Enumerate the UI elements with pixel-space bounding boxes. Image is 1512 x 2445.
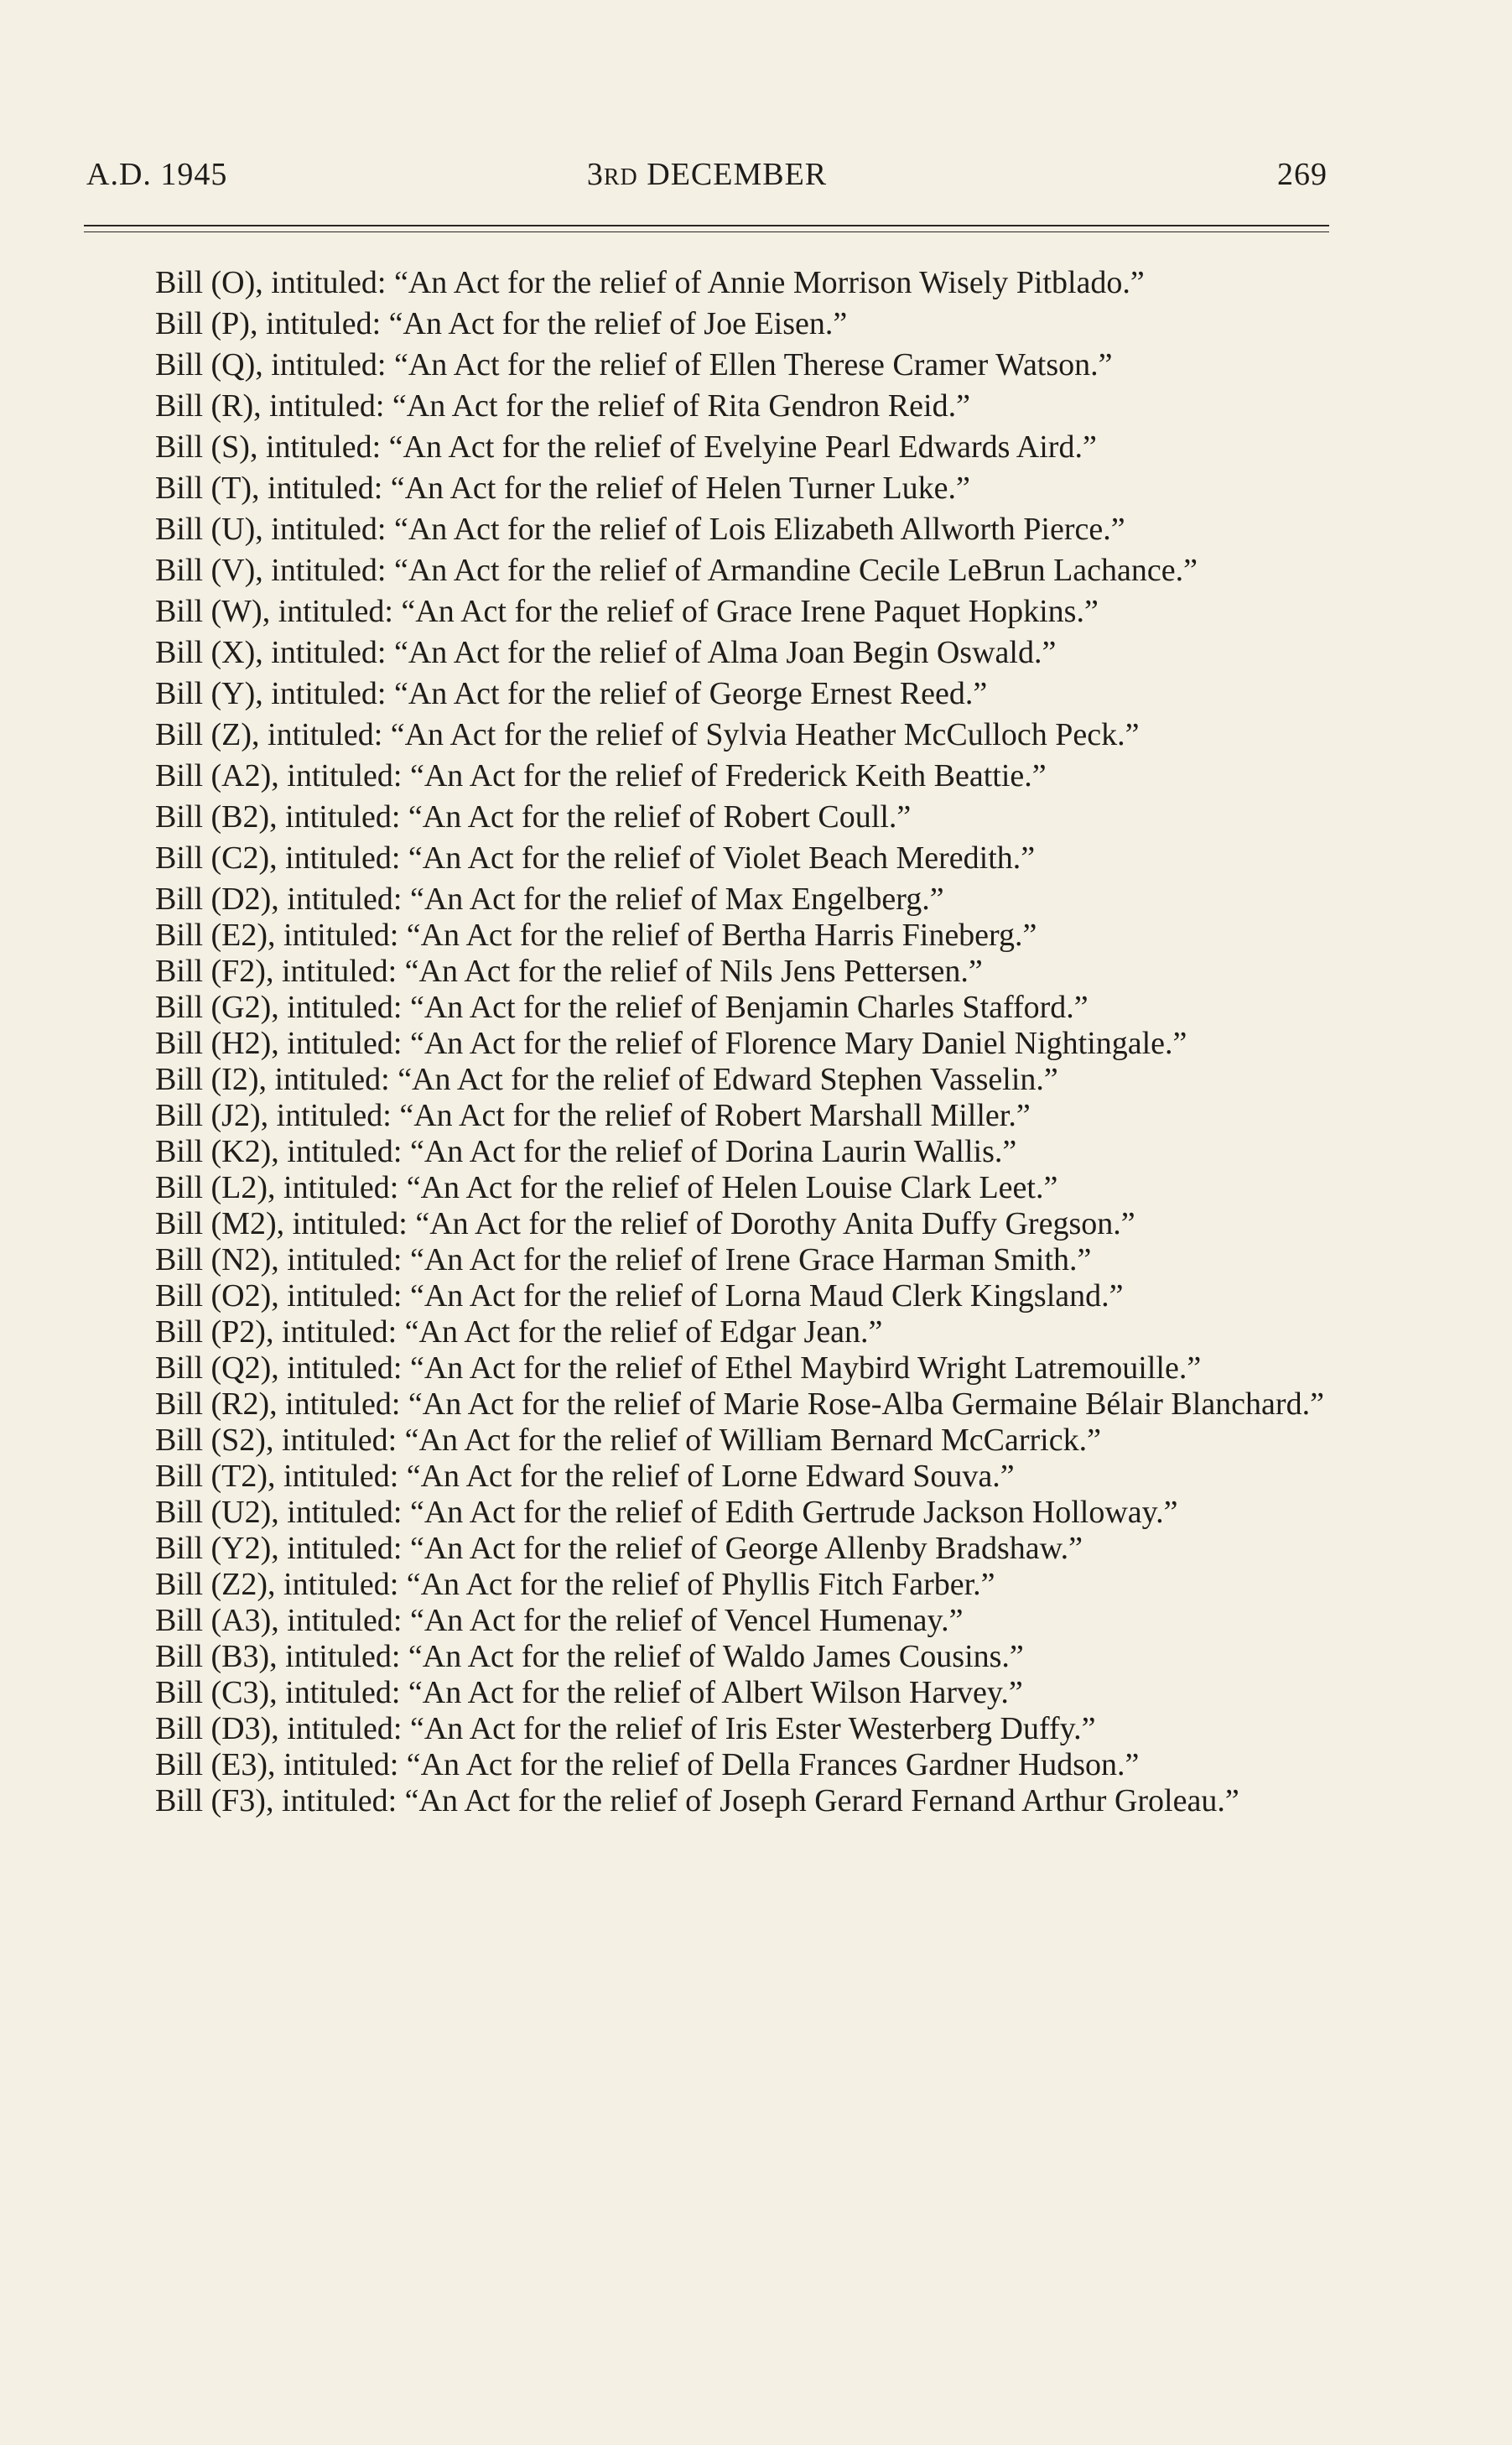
bill-entry: Bill (D3), intituled: “An Act for the relief of Iris Ester Westerberg Duffy.” (155, 1711, 1096, 1746)
bill-entry: Bill (Y2), intituled: “An Act for the relief of George Allenby Bradshaw.” (155, 1531, 1083, 1566)
bill-entry: Bill (U), intituled: “An Act for the relief of Lois Elizabeth Allworth Pierce.” (155, 512, 1125, 547)
bill-entry: Bill (A3), intituled: “An Act for the relief of Vencel Humenay.” (155, 1603, 964, 1638)
bill-entry: Bill (H2), intituled: “An Act for the relief of Florence Mary Daniel Nightingale.” (155, 1026, 1187, 1061)
header-rule-bottom (84, 231, 1329, 232)
bill-entry: Bill (Q2), intituled: “An Act for the relief of Ethel Maybird Wright Latremouille.” (155, 1350, 1202, 1386)
bill-entry: Bill (K2), intituled: “An Act for the relief of Dorina Laurin Wallis.” (155, 1134, 1017, 1169)
bill-entry: Bill (Z), intituled: “An Act for the relief of Sylvia Heather McCulloch Peck.” (155, 717, 1140, 752)
bill-entry: Bill (P), intituled: “An Act for the relief of Joe Eisen.” (155, 306, 848, 341)
bill-entry: Bill (M2), intituled: “An Act for the relief of Dorothy Anita Duffy Gregson.” (155, 1206, 1135, 1241)
bill-entry: Bill (R), intituled: “An Act for the relief of Rita Gendron Reid.” (155, 388, 970, 424)
bill-entry: Bill (O2), intituled: “An Act for the relief of Lorna Maud Clerk Kingsland.” (155, 1278, 1124, 1314)
header-rule-top (84, 225, 1329, 226)
bill-entry: Bill (Z2), intituled: “An Act for the relief of Phyllis Fitch Farber.” (155, 1567, 995, 1602)
bill-entry: Bill (I2), intituled: “An Act for the relief of Edward Stephen Vasselin.” (155, 1062, 1058, 1097)
bill-entry: Bill (P2), intituled: “An Act for the relief of Edgar Jean.” (155, 1314, 883, 1350)
bill-entry: Bill (O), intituled: “An Act for the relief of Annie Morrison Wisely Pitblado.” (155, 265, 1145, 300)
bill-entry: Bill (A2), intituled: “An Act for the relief of Frederick Keith Beattie.” (155, 758, 1047, 793)
bill-entry: Bill (B3), intituled: “An Act for the relief of Waldo James Cousins.” (155, 1639, 1024, 1674)
bill-entry: Bill (C2), intituled: “An Act for the relief of Violet Beach Meredith.” (155, 840, 1036, 876)
bill-entry: Bill (E3), intituled: “An Act for the relief of Della Frances Gardner Hudson.” (155, 1747, 1140, 1782)
bill-entry: Bill (W), intituled: “An Act for the relief of Grace Irene Paquet Hopkins.” (155, 594, 1099, 629)
bill-entry: Bill (F3), intituled: “An Act for the relief of Joseph Gerard Fernand Arthur Groleau.” (155, 1783, 1239, 1818)
bill-entry: Bill (B2), intituled: “An Act for the relief of Robert Coull.” (155, 799, 912, 835)
bill-entry: Bill (U2), intituled: “An Act for the relief of Edith Gertrude Jackson Holloway.” (155, 1495, 1178, 1530)
bill-entry: Bill (Q), intituled: “An Act for the relief of Ellen Therese Cramer Watson.” (155, 347, 1113, 382)
header-date-month: DECEMBER (637, 157, 828, 192)
bill-entry: Bill (T2), intituled: “An Act for the relief of Lorne Edward Souva.” (155, 1459, 1015, 1494)
bill-entry: Bill (S), intituled: “An Act for the relief of Evelyine Pearl Edwards Aird.” (155, 429, 1097, 465)
bill-list (86, 265, 1328, 1819)
bill-entry: Bill (D2), intituled: “An Act for the relief of Max Engelberg.” (155, 882, 944, 917)
bill-entry: Bill (Y), intituled: “An Act for the relief of George Ernest Reed.” (155, 676, 988, 711)
page-header (86, 156, 1328, 206)
page-number: 269 (1277, 157, 1328, 192)
bill-entry: Bill (G2), intituled: “An Act for the relief of Benjamin Charles Stafford.” (155, 990, 1089, 1025)
bill-entry: Bill (S2), intituled: “An Act for the relief of William Bernard McCarrick.” (155, 1423, 1101, 1458)
bill-entry: Bill (L2), intituled: “An Act for the relief of Helen Louise Clark Leet.” (155, 1170, 1058, 1205)
bill-entry: Bill (R2), intituled: “An Act for the relief of Marie Rose-Alba Germaine Bélair Blanchard.” (155, 1386, 1324, 1422)
bill-entry: Bill (J2), intituled: “An Act for the relief of Robert Marshall Miller.” (155, 1098, 1031, 1133)
bill-entry: Bill (C3), intituled: “An Act for the relief of Albert Wilson Harvey.” (155, 1675, 1023, 1710)
header-date-ordinal: RD (603, 164, 638, 190)
bill-entry: Bill (V), intituled: “An Act for the relief of Armandine Cecile LeBrun Lachance.” (155, 553, 1198, 588)
bill-entry: Bill (X), intituled: “An Act for the relief of Alma Joan Begin Oswald.” (155, 635, 1057, 670)
header-date-day: 3 (586, 157, 604, 192)
header-year: A.D. 1945 (86, 157, 228, 192)
bill-entry: Bill (E2), intituled: “An Act for the relief of Bertha Harris Fineberg.” (155, 918, 1037, 953)
bill-entry: Bill (T), intituled: “An Act for the relief of Helen Turner Luke.” (155, 471, 970, 506)
header-date (86, 156, 1328, 193)
bill-entry: Bill (F2), intituled: “An Act for the relief of Nils Jens Pettersen.” (155, 954, 983, 989)
bill-entry: Bill (N2), intituled: “An Act for the relief of Irene Grace Harman Smith.” (155, 1242, 1092, 1277)
